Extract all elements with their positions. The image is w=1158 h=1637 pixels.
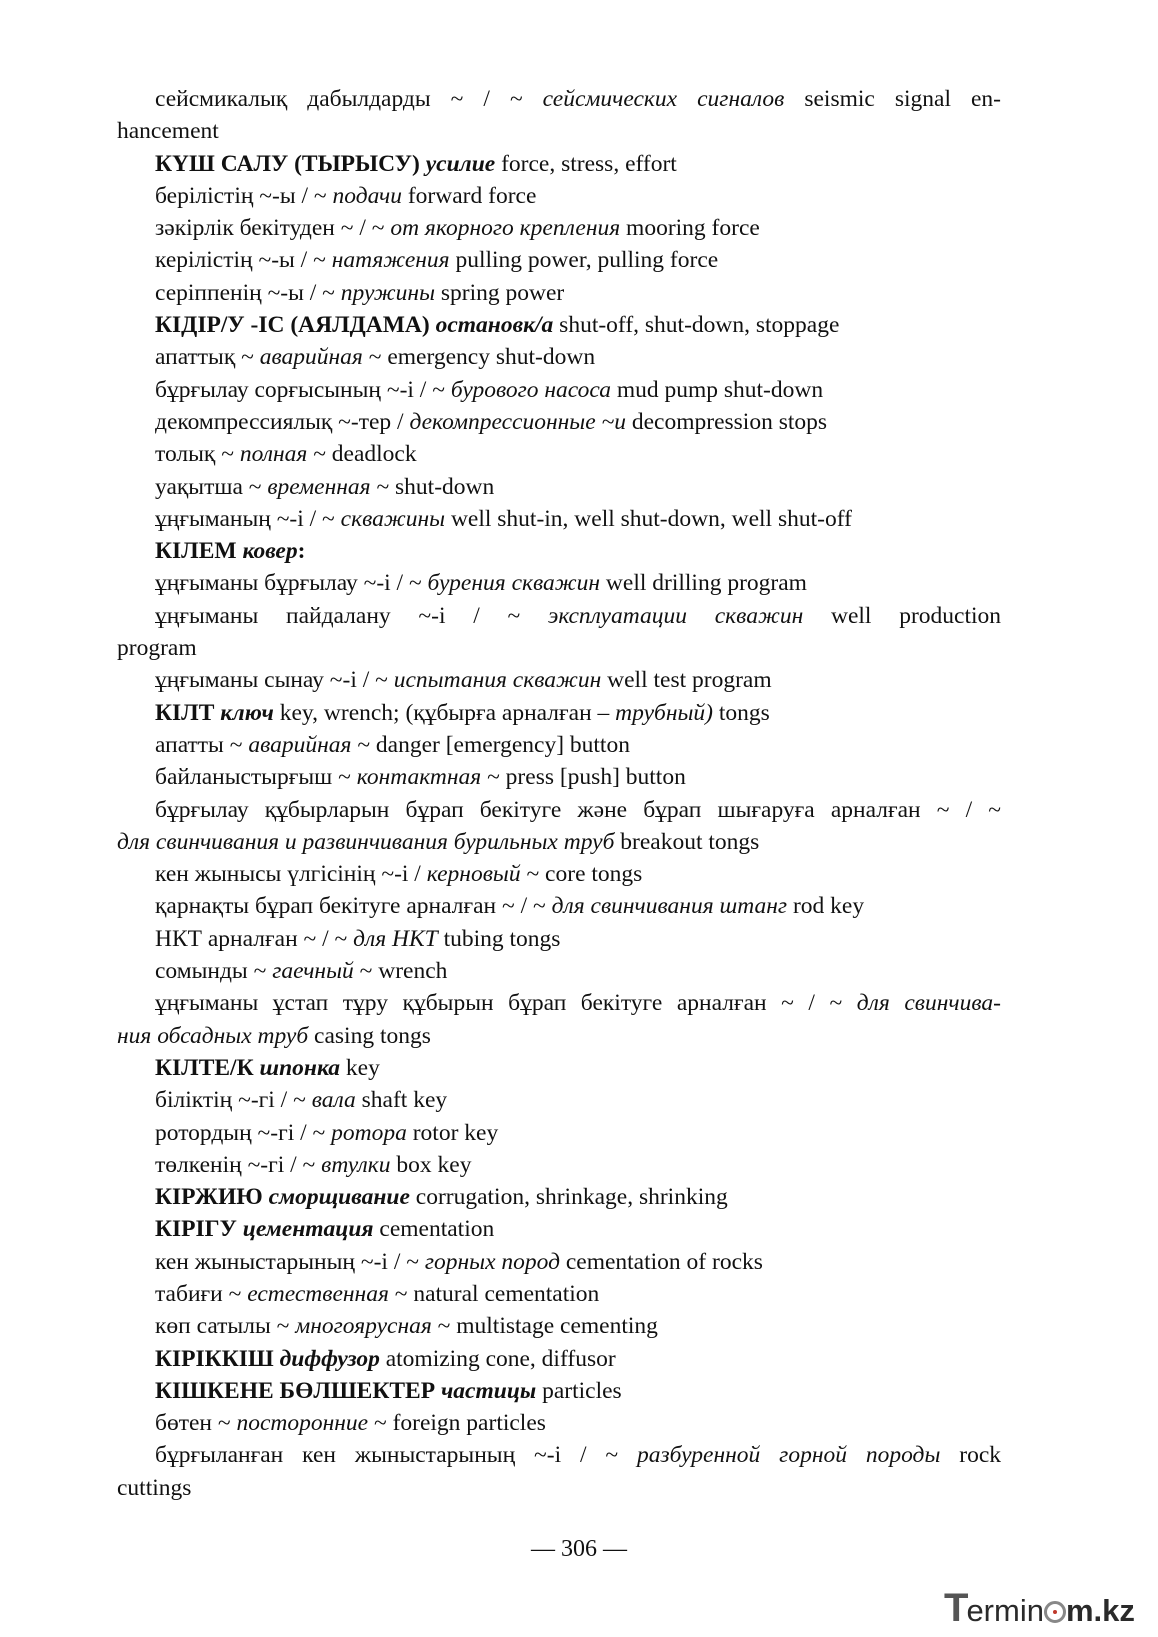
text-segment: бұрғыланған кен жыныстарының ~-і / ~	[155, 1442, 637, 1469]
text-line	[117, 309, 1001, 341]
text-segment: для свинчивания и развинчивания бурильных труб	[117, 828, 615, 855]
text-line	[117, 535, 1001, 567]
text-segment: временная	[267, 473, 371, 500]
text-segment: апатты ~	[155, 731, 249, 758]
text-segment: corrugation, shrinkage, shrinking	[409, 1184, 728, 1211]
text-segment: tongs	[712, 699, 770, 726]
text-segment: трубный)	[615, 699, 713, 726]
text-line	[117, 83, 1001, 115]
text-segment: ұңғыманы ұстап тұру құбырын бұрап бекітуге арналған ~ / ~	[155, 990, 857, 1017]
text-line	[117, 212, 1001, 244]
text-segment: кен жыныстарының ~-і / ~	[155, 1248, 425, 1275]
logo-text-2: m.kz	[1065, 1593, 1135, 1628]
text-segment: rotor key	[406, 1119, 499, 1146]
text-segment: многоярусная	[295, 1313, 432, 1340]
text-segment: program	[117, 635, 197, 662]
logo-t-glyph: T	[944, 1586, 967, 1630]
text-line	[117, 1439, 1001, 1471]
text-segment: КІЛЕМ	[155, 538, 243, 565]
text-segment: well test program	[601, 667, 772, 694]
text-segment: аварийная	[248, 731, 352, 758]
text-segment: ~ wrench	[353, 958, 448, 985]
text-segment: forward force	[401, 182, 537, 209]
text-segment: shut-off, shut-down, stoppage	[553, 312, 840, 339]
text-segment: толық ~	[155, 441, 240, 468]
text-segment: декомпрессионные ~и	[409, 408, 626, 435]
text-segment: ротора	[331, 1119, 407, 1146]
text-segment: натяжения	[331, 247, 450, 274]
text-segment: цементация	[242, 1216, 374, 1243]
text-segment: пружины	[340, 279, 435, 306]
text-segment: скважины	[340, 505, 446, 532]
text-segment: cementation of rocks	[559, 1248, 763, 1275]
text-segment: усилие	[425, 150, 496, 177]
text-segment: key, wrench; (құбырға арналған –	[273, 699, 616, 726]
text-segment: для НКТ	[353, 925, 438, 952]
text-line	[117, 1052, 1001, 1084]
text-segment: қарнақты бұрап бекітуге арналған ~ / ~	[155, 893, 552, 920]
text-segment: подачи	[332, 182, 402, 209]
text-segment: mud pump shut-down	[610, 376, 824, 403]
text-line	[117, 858, 1001, 890]
text-line	[117, 1278, 1001, 1310]
text-segment: керілістің ~-ы / ~	[155, 247, 332, 274]
text-segment: ковер	[242, 538, 298, 565]
text-segment: аварийная	[259, 344, 363, 371]
text-segment: сморщивание	[268, 1184, 410, 1211]
text-segment: ~ foreign particles	[368, 1410, 546, 1437]
text-line	[117, 1084, 1001, 1116]
text-segment: seismic signal en-	[784, 86, 1001, 112]
text-line	[117, 1246, 1001, 1278]
logo-text-1: ermin	[966, 1593, 1044, 1628]
text-segment: ұңғыманы пайдалану ~-і / ~	[155, 602, 548, 629]
text-segment: ~ press [push] button	[481, 764, 686, 791]
text-line	[117, 277, 1001, 309]
text-segment: серіппенің ~-ы / ~	[155, 279, 341, 306]
text-line	[117, 1310, 1001, 1342]
text-segment: key	[340, 1054, 380, 1081]
text-line	[117, 826, 1001, 858]
text-segment: горных пород	[424, 1248, 560, 1275]
text-segment: от якорного крепления	[390, 215, 621, 242]
text-line	[117, 1181, 1001, 1213]
text-segment: well drilling program	[600, 570, 807, 597]
text-line	[117, 664, 1001, 696]
text-segment: сомынды ~	[155, 958, 273, 985]
text-segment: остановк/а	[435, 312, 554, 339]
text-segment: бурового насоса	[450, 376, 611, 403]
text-segment: well production	[803, 602, 1002, 629]
text-segment: box key	[390, 1151, 472, 1178]
text-segment: сейсмических сигналов	[542, 86, 785, 112]
text-segment: байланыстырғыш ~	[155, 764, 357, 791]
text-line	[117, 341, 1001, 373]
text-line	[117, 374, 1001, 406]
text-line	[117, 1343, 1001, 1375]
text-segment: бұрғылау құбырларын бұрап бекітуге және бұрап шығаруға арналған ~ / ~	[155, 796, 1001, 823]
text-segment: для свинчивания штанг	[551, 893, 788, 920]
text-segment: берілістің ~-ы / ~	[155, 182, 333, 209]
text-segment: зәкірлік бекітуден ~ / ~	[155, 215, 391, 242]
text-line	[117, 148, 1001, 180]
text-segment: уақытша ~	[155, 473, 268, 500]
text-segment: mooring force	[620, 215, 760, 242]
text-line	[117, 503, 1001, 535]
text-segment: апаттық ~	[155, 344, 260, 371]
text-segment: ~ shut-down	[370, 473, 495, 500]
text-segment: cuttings	[117, 1474, 192, 1501]
text-line	[117, 890, 1001, 922]
text-segment: spring power	[434, 279, 565, 306]
text-line	[117, 1472, 1001, 1504]
text-segment: бұрғылау сорғысының ~-і / ~	[155, 376, 451, 403]
text-line	[117, 1117, 1001, 1149]
text-line	[117, 1020, 1001, 1052]
text-segment: ~ danger [emergency] button	[351, 731, 630, 758]
text-line	[117, 244, 1001, 276]
text-segment: вала	[311, 1087, 356, 1114]
text-segment: контактная	[356, 764, 482, 791]
text-segment: төлкенің ~-гі / ~	[155, 1151, 322, 1178]
text-segment: посторонние	[236, 1410, 369, 1437]
text-segment: полная	[239, 441, 308, 468]
text-line	[117, 1375, 1001, 1407]
text-segment: НКТ арналған ~ / ~	[155, 925, 354, 952]
text-segment: бөтен ~	[155, 1410, 237, 1437]
text-segment: КІРІГУ	[155, 1216, 243, 1243]
text-segment: ~ deadlock	[307, 441, 417, 468]
text-segment: breakout tongs	[614, 828, 760, 855]
text-segment: ұңғыманы бұрғылау ~-і / ~	[155, 570, 428, 597]
dictionary-text	[117, 83, 1001, 1504]
logo-o-icon	[1044, 1601, 1066, 1623]
text-segment: rod key	[787, 893, 865, 920]
text-segment: :	[297, 538, 306, 565]
text-segment: сейсмикалық дабылдарды ~ / ~	[155, 86, 543, 112]
text-line	[117, 632, 1001, 664]
text-line	[117, 794, 1001, 826]
text-segment: втулки	[321, 1151, 391, 1178]
text-segment: эксплуатации скважин	[547, 602, 804, 629]
text-segment: испытания скважин	[393, 667, 602, 694]
text-segment: біліктің ~-гі / ~	[155, 1087, 312, 1114]
text-segment: керновый	[426, 861, 521, 888]
text-line	[117, 1407, 1001, 1439]
text-segment: ротордың ~-гі / ~	[155, 1119, 332, 1146]
text-segment: шпонка	[259, 1054, 341, 1081]
text-segment: ~ core tongs	[520, 861, 643, 888]
text-segment: tubing tongs	[437, 925, 561, 952]
text-segment: pulling power, pulling force	[449, 247, 719, 274]
text-line	[117, 471, 1001, 503]
text-segment: КІШКЕНЕ БӨЛШЕКТЕР	[155, 1377, 441, 1404]
text-segment: ния обсадных труб	[117, 1022, 309, 1049]
text-line	[117, 987, 1001, 1019]
text-line	[117, 923, 1001, 955]
text-segment: ~ emergency shut-down	[362, 344, 596, 371]
text-segment: ~ natural cementation	[388, 1280, 600, 1307]
text-segment: КІЛТЕ/К	[155, 1054, 260, 1081]
text-segment: КІЛТ	[155, 699, 221, 726]
text-line	[117, 406, 1001, 438]
text-line	[117, 1149, 1001, 1181]
page-number: — 306 —	[531, 1536, 627, 1562]
text-segment: well shut-in, well shut-down, well shut-off	[445, 505, 852, 532]
text-segment: ұңғыманы сынау ~-і / ~	[155, 667, 394, 694]
text-segment: для свинчива-	[856, 990, 1001, 1017]
text-segment: decompression stops	[626, 408, 828, 435]
text-line	[117, 180, 1001, 212]
text-segment: табиғи ~	[155, 1280, 248, 1307]
text-segment: force, stress, effort	[495, 150, 677, 177]
text-segment: диффузор	[279, 1345, 380, 1372]
text-line	[117, 1213, 1001, 1245]
text-segment: гаечный	[272, 958, 354, 985]
text-line	[117, 955, 1001, 987]
text-segment: atomizing cone, diffusor	[379, 1345, 616, 1372]
text-segment: ұңғыманың ~-і / ~	[155, 505, 341, 532]
text-line	[117, 115, 1001, 147]
text-line	[117, 438, 1001, 470]
text-line	[117, 697, 1001, 729]
text-segment: ключ	[220, 699, 274, 726]
text-line	[117, 729, 1001, 761]
text-segment: кен жынысы үлгісінің ~-і /	[155, 861, 427, 888]
text-segment: ~ multistage cementing	[431, 1313, 658, 1340]
text-line	[117, 567, 1001, 599]
text-segment: КІДІР/У -ІС (АЯЛДАМА)	[155, 312, 436, 339]
text-line	[117, 600, 1001, 632]
text-segment: бурения скважин	[427, 570, 601, 597]
text-segment: shaft key	[355, 1087, 448, 1114]
text-segment: декомпрессиялық ~-тер /	[155, 408, 410, 435]
text-segment: КІРЖИЮ	[155, 1184, 269, 1211]
text-segment: частицы	[440, 1377, 537, 1404]
termincom-logo[interactable]	[944, 1585, 1144, 1631]
text-segment: КҮШ САЛУ (ТЫРЫСУ)	[155, 150, 426, 177]
text-segment: көп сатылы ~	[155, 1313, 296, 1340]
text-segment: КІРІККІШ	[155, 1345, 280, 1372]
text-segment: разбуренной горной породы	[636, 1442, 941, 1469]
text-segment: естественная	[247, 1280, 389, 1307]
text-line	[117, 761, 1001, 793]
text-segment: casing tongs	[308, 1022, 431, 1049]
text-segment: particles	[536, 1377, 622, 1404]
text-segment: cementation	[373, 1216, 495, 1243]
text-segment: hancement	[117, 118, 219, 145]
text-segment: rock	[940, 1442, 1001, 1469]
